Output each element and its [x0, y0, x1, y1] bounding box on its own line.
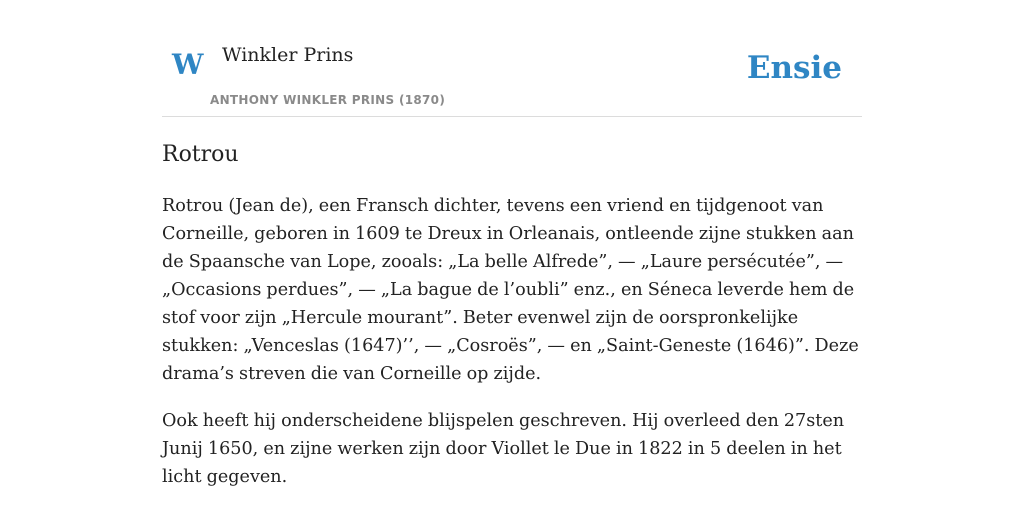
source-title[interactable]: Winkler Prins	[222, 44, 354, 66]
winkler-prins-logo[interactable]: W	[172, 48, 204, 81]
article-paragraph: Ook heeft hij onderscheidene blijspelen geschreven. Hij overleed den 27sten Junij 1650, en zijne werken zijn door Viollet le Due in 1822 in 5 deelen in het licht gegeven.	[162, 411, 845, 487]
ensie-logo[interactable]: Ensie	[746, 50, 842, 86]
article-paragraph: Rotrou (Jean de), een Fransch dichter, tevens een vriend en tijdgenoot van Corneille, geboren in 1609 te Dreux in Orleanais, ontleende zijne stukken aan de Spaansche van Lope, zooals: „La belle Alfrede”, — „Laure persécutée”, — „Occasions perdues”, — „La bague de l’oubli” enz., en Séneca leverde hem de stof voor zijn „Hercule mourant”. Beter evenwel zijn de oorspronkelijke stukken: „Venceslas (1647)’’, — „Cosroës”, — en „Saint-Geneste (1646)”. Deze drama’s streven die van Corneille op zijde.	[162, 196, 859, 384]
article-title: Rotrou	[162, 142, 239, 167]
source-header	[162, 0, 862, 117]
article-content	[162, 140, 862, 491]
source-subtitle: ANTHONY WINKLER PRINS (1870)	[210, 93, 446, 107]
